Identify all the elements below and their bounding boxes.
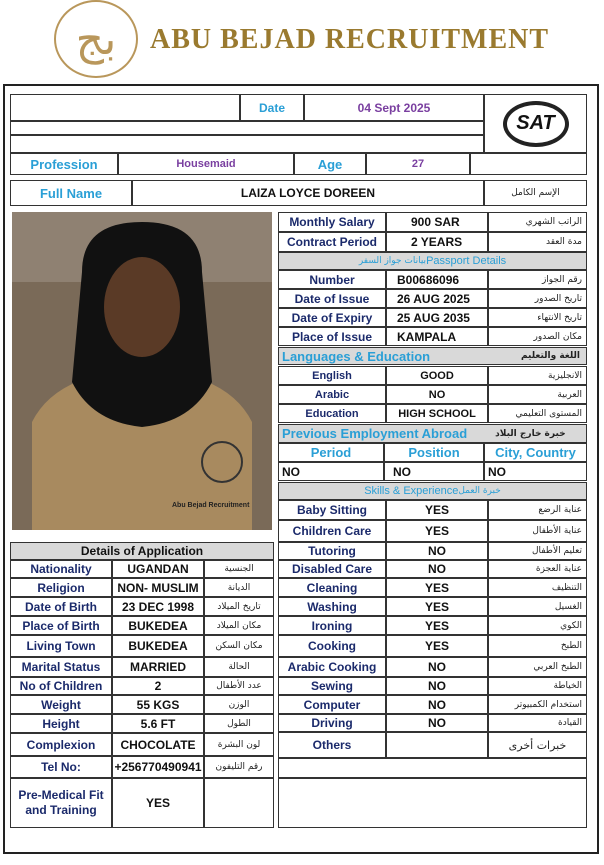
others-value (386, 732, 488, 758)
passport-value: 25 AUG 2035 (386, 308, 488, 327)
fullname-label: Full Name (10, 180, 132, 206)
passport-value: KAMPALA (386, 327, 488, 346)
detail-value: BUKEDEA (112, 616, 204, 635)
previous-employment-title-en: Previous Employment Abroad (282, 426, 468, 441)
language-ar: العربية (488, 385, 587, 404)
detail-value: 55 KGS (112, 695, 204, 714)
detail-value: UGANDAN (112, 560, 204, 578)
detail-label: Nationality (10, 560, 112, 578)
passport-label: Date of Issue (278, 289, 386, 308)
detail-label: No of Children (10, 677, 112, 695)
detail-ar: الوزن (204, 695, 274, 714)
skill-ar: التنظيف (488, 578, 587, 597)
sat-logo-text: SAT (503, 101, 569, 147)
date-label: Date (240, 94, 304, 121)
detail-ar: عدد الأطفال (204, 677, 274, 695)
skill-label: Ironing (278, 616, 386, 635)
detail-value: MARRIED (112, 657, 204, 677)
previous-employment-title (278, 424, 587, 443)
detail-value: 2 (112, 677, 204, 695)
passport-title-en: Passport Details (426, 255, 507, 267)
passport-label: Date of Expiry (278, 308, 386, 327)
salary-ar: الراتب الشهري (488, 212, 587, 232)
detail-value: +256770490941 (112, 756, 204, 778)
detail-ar: مكان السكن (204, 635, 274, 657)
detail-ar: تاريخ الميلاد (204, 597, 274, 616)
skill-label: Computer (278, 695, 386, 714)
skill-ar: عناية الرضع (488, 500, 587, 520)
profession-label: Profession (10, 153, 118, 175)
skill-value: YES (386, 520, 488, 542)
photo-badge-text: Abu Bejad Recruitment (172, 502, 250, 509)
position-value: NO (384, 462, 484, 481)
passport-ar: تاريخ الانتهاء (488, 308, 587, 327)
skill-label: Arabic Cooking (278, 657, 386, 677)
city-country-header: City, Country (484, 443, 587, 462)
detail-label: Tel No: (10, 756, 112, 778)
detail-ar: رقم التليفون (204, 756, 274, 778)
language-value: HIGH SCHOOL (386, 404, 488, 423)
skill-ar: عناية العجزة (488, 560, 587, 578)
blank-cell (10, 94, 240, 121)
skills-title-ar: خبرة العمل (458, 486, 501, 496)
detail-ar: لون البشرة (204, 733, 274, 756)
skill-ar: الطبخ (488, 635, 587, 657)
skill-value: NO (386, 657, 488, 677)
skill-value: NO (386, 542, 488, 560)
blank-row (10, 135, 484, 153)
detail-ar: الحالة (204, 657, 274, 677)
passport-label: Number (278, 270, 386, 289)
contract-value: 2 YEARS (386, 232, 488, 252)
language-label: Arabic (278, 385, 386, 404)
skill-value: NO (386, 560, 488, 578)
skill-value: YES (386, 578, 488, 597)
detail-label: Place of Birth (10, 616, 112, 635)
logo-glyph: ﺑﺞ (75, 13, 117, 65)
passport-ar: تاريخ الصدور (488, 289, 587, 308)
fullname-value: LAIZA LOYCE DOREEN (132, 180, 484, 206)
salary-label: Monthly Salary (278, 212, 386, 232)
passport-ar: رقم الجواز (488, 270, 587, 289)
others-label: Others (278, 732, 386, 758)
passport-label: Place of Issue (278, 327, 386, 346)
blank-row (10, 121, 484, 135)
passport-value: 26 AUG 2025 (386, 289, 488, 308)
skill-label: Baby Sitting (278, 500, 386, 520)
skills-title-en: Skills & Experience (364, 485, 459, 497)
detail-label: Marital Status (10, 657, 112, 677)
language-label: Education (278, 404, 386, 423)
period-value: NO (278, 462, 384, 481)
detail-label: Height (10, 714, 112, 733)
skill-value: YES (386, 635, 488, 657)
detail-value: NON- MUSLIM (112, 578, 204, 597)
skill-ar: الغسيل (488, 597, 587, 616)
skill-ar: القيادة (488, 714, 587, 732)
blank-cell (470, 153, 587, 175)
blank-row (278, 778, 587, 828)
contract-label: Contract Period (278, 232, 386, 252)
medical-label: Pre-Medical Fit and Training (10, 778, 112, 828)
language-ar: الانجليزية (488, 366, 587, 385)
sat-logo (484, 94, 587, 153)
languages-title-en: Languages & Education (282, 348, 431, 364)
languages-title (278, 347, 587, 365)
skill-label: Disabled Care (278, 560, 386, 578)
detail-label: Weight (10, 695, 112, 714)
passport-title-ar: بيانات جواز السفر (358, 256, 427, 266)
skill-value: NO (386, 695, 488, 714)
skills-title (278, 482, 587, 500)
skill-value: YES (386, 597, 488, 616)
details-title: Details of Application (10, 542, 274, 560)
others-ar: خبرات أخرى (488, 732, 587, 758)
detail-label: Religion (10, 578, 112, 597)
skill-value: NO (386, 714, 488, 732)
skill-ar: الكوي (488, 616, 587, 635)
skill-label: Driving (278, 714, 386, 732)
skill-ar: عناية الأطفال (488, 520, 587, 542)
blank-cell (204, 778, 274, 828)
skill-label: Children Care (278, 520, 386, 542)
detail-value: CHOCOLATE (112, 733, 204, 756)
period-header: Period (278, 443, 384, 462)
age-value: 27 (366, 153, 470, 175)
skill-label: Sewing (278, 677, 386, 695)
passport-ar: مكان الصدور (488, 327, 587, 346)
contract-ar: مدة العقد (488, 232, 587, 252)
company-logo (54, 0, 138, 78)
city-country-value: NO (484, 462, 587, 481)
detail-label: Living Town (10, 635, 112, 657)
skill-label: Washing (278, 597, 386, 616)
detail-label: Date of Birth (10, 597, 112, 616)
blank-row (278, 758, 587, 778)
skill-value: YES (386, 500, 488, 520)
photo-illustration (12, 212, 272, 530)
passport-title (278, 252, 587, 270)
skill-ar: استخدام الكمبيوتر (488, 695, 587, 714)
detail-ar: الطول (204, 714, 274, 733)
languages-title-ar: اللغة والتعليم (520, 351, 580, 361)
company-name: ABU BEJAD RECRUITMENT (150, 24, 550, 55)
skill-label: Cleaning (278, 578, 386, 597)
skill-ar: تعليم الأطفال (488, 542, 587, 560)
candidate-photo (12, 212, 272, 530)
detail-value: BUKEDEA (112, 635, 204, 657)
date-value: 04 Sept 2025 (304, 94, 484, 121)
detail-ar: الجنسية (204, 560, 274, 578)
detail-label: Complexion (10, 733, 112, 756)
skill-label: Cooking (278, 635, 386, 657)
detail-value: 5.6 FT (112, 714, 204, 733)
detail-ar: مكان الميلاد (204, 616, 274, 635)
skill-ar: الطبخ العربي (488, 657, 587, 677)
language-value: NO (386, 385, 488, 404)
language-ar: المستوى التعليمي (488, 404, 587, 423)
detail-ar: الديانة (204, 578, 274, 597)
skill-value: YES (386, 616, 488, 635)
age-label: Age (294, 153, 366, 175)
skill-label: Tutoring (278, 542, 386, 560)
language-label: English (278, 366, 386, 385)
language-value: GOOD (386, 366, 488, 385)
salary-value: 900 SAR (386, 212, 488, 232)
previous-employment-title-ar: خبرة خارج البلاد (495, 428, 566, 439)
fullname-ar: الإسم الكامل (484, 180, 587, 206)
medical-value: YES (112, 778, 204, 828)
skill-ar: الخياطة (488, 677, 587, 695)
profession-value: Housemaid (118, 153, 294, 175)
skill-value: NO (386, 677, 488, 695)
detail-value: 23 DEC 1998 (112, 597, 204, 616)
position-header: Position (384, 443, 484, 462)
passport-value: B00686096 (386, 270, 488, 289)
